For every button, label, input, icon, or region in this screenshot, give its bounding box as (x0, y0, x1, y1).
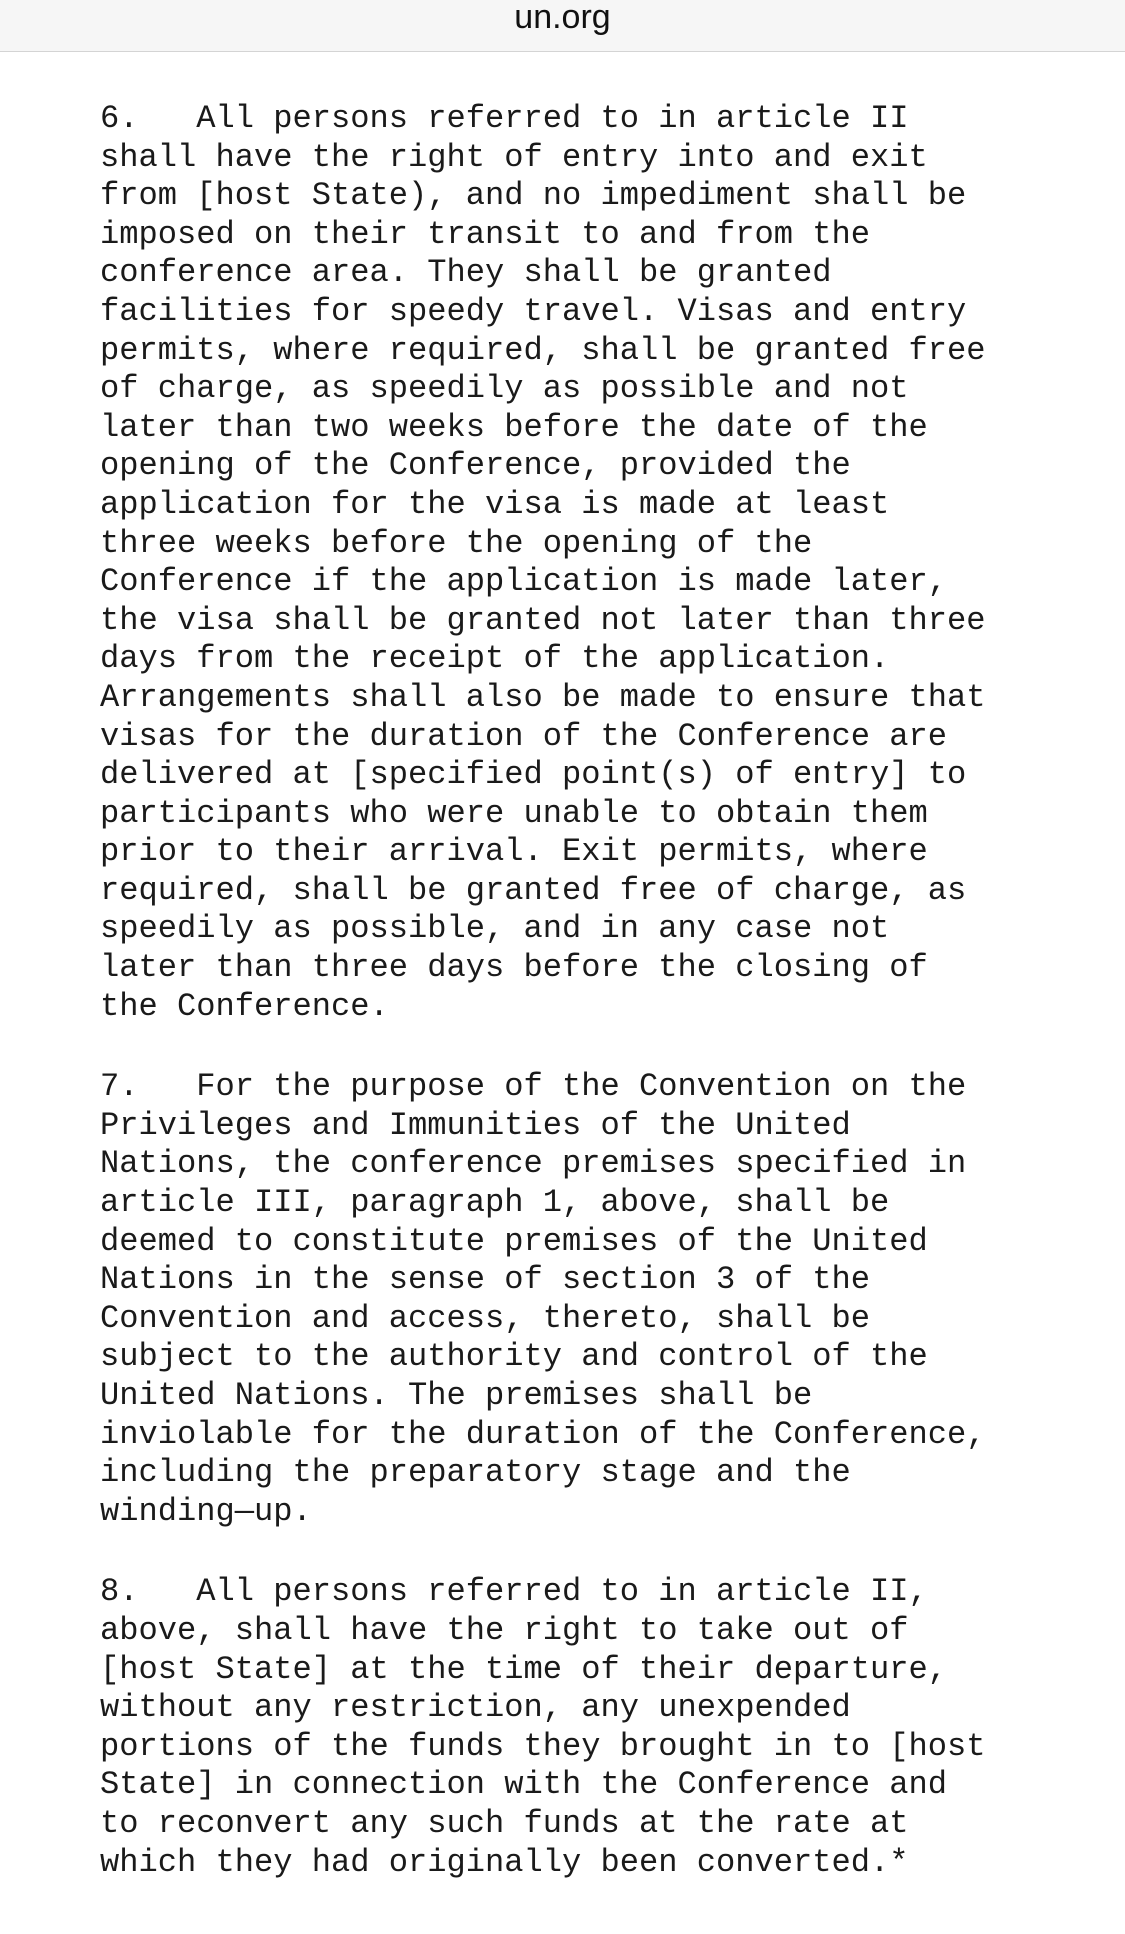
text-line: 6. All persons referred to in article II (100, 100, 909, 137)
text-line: later than three days before the closing of (100, 949, 928, 987)
text-line: article III, paragraph 1, above, shall be (100, 1184, 890, 1222)
text-line: from [host State), and no impediment shall be (100, 177, 967, 215)
text-line: conference area. They shall be granted (100, 254, 832, 292)
text-line: subject to the authority and control of the (100, 1338, 928, 1376)
text-line: visas for the duration of the Conference are (100, 717, 948, 755)
text-line: speedily as possible, and in any case not (100, 910, 890, 948)
paragraph-8 (100, 1573, 1110, 1882)
text-line: the visa shall be granted not later than three (100, 601, 986, 639)
text-line: which they had originally been converted.* (100, 1843, 909, 1881)
text-line: 8. All persons referred to in article II, (100, 1573, 928, 1611)
text-line: Arrangements shall also be made to ensure that (100, 678, 986, 716)
text-line: [host State] at the time of their departure, (100, 1650, 948, 1688)
text-line: Nations, the conference premises specified in (100, 1145, 967, 1183)
text-line: without any restriction, any unexpended (100, 1689, 851, 1727)
text-line: participants who were unable to obtain them (100, 794, 928, 832)
text-line: Privileges and Immunities of the United (100, 1106, 851, 1144)
text-line: later than two weeks before the date of the (100, 408, 928, 446)
browser-url-bar[interactable] (0, 0, 1125, 52)
text-line: three weeks before the opening of the (100, 524, 813, 562)
text-line: application for the visa is made at least (100, 485, 890, 523)
text-line: facilities for speedy travel. Visas and entry (100, 292, 967, 330)
url-text[interactable]: un.org (514, 0, 611, 36)
text-line: Conference if the application is made later, (100, 563, 948, 601)
text-line: inviolable for the duration of the Conference, (100, 1415, 986, 1453)
text-line: the Conference. (100, 987, 389, 1025)
text-line: Nations in the sense of section 3 of the (100, 1261, 871, 1299)
text-line: of charge, as speedily as possible and not (100, 370, 909, 408)
text-line: delivered at [specified point(s) of entry] to (100, 756, 967, 794)
text-line: shall have the right of entry into and exit (100, 138, 928, 176)
paragraph-6 (100, 100, 1110, 1026)
text-line: including the preparatory stage and the (100, 1454, 851, 1492)
text-line: United Nations. The premises shall be (100, 1377, 813, 1414)
text-line: above, shall have the right to take out of (100, 1611, 909, 1649)
document-body (100, 100, 1110, 1924)
text-line: deemed to constitute premises of the United (100, 1222, 928, 1260)
text-line: opening of the Conference, provided the (100, 447, 851, 485)
text-line: days from the receipt of the application. (100, 640, 890, 678)
text-line: prior to their arrival. Exit permits, where (100, 833, 928, 871)
text-line: 7. For the purpose of the Convention on the (100, 1068, 967, 1106)
text-line: to reconvert any such funds at the rate at (100, 1804, 909, 1842)
text-line: imposed on their transit to and from the (100, 215, 871, 253)
text-line: winding—up. (100, 1492, 312, 1530)
text-line: required, shall be granted free of charge, as (100, 871, 967, 909)
text-line: portions of the funds they brought in to [host (100, 1727, 986, 1765)
text-line: Convention and access, thereto, shall be (100, 1299, 871, 1337)
paragraph-7 (100, 1068, 1110, 1531)
text-line: State] in connection with the Conference and (100, 1766, 948, 1804)
text-line: permits, where required, shall be granted free (100, 331, 986, 369)
